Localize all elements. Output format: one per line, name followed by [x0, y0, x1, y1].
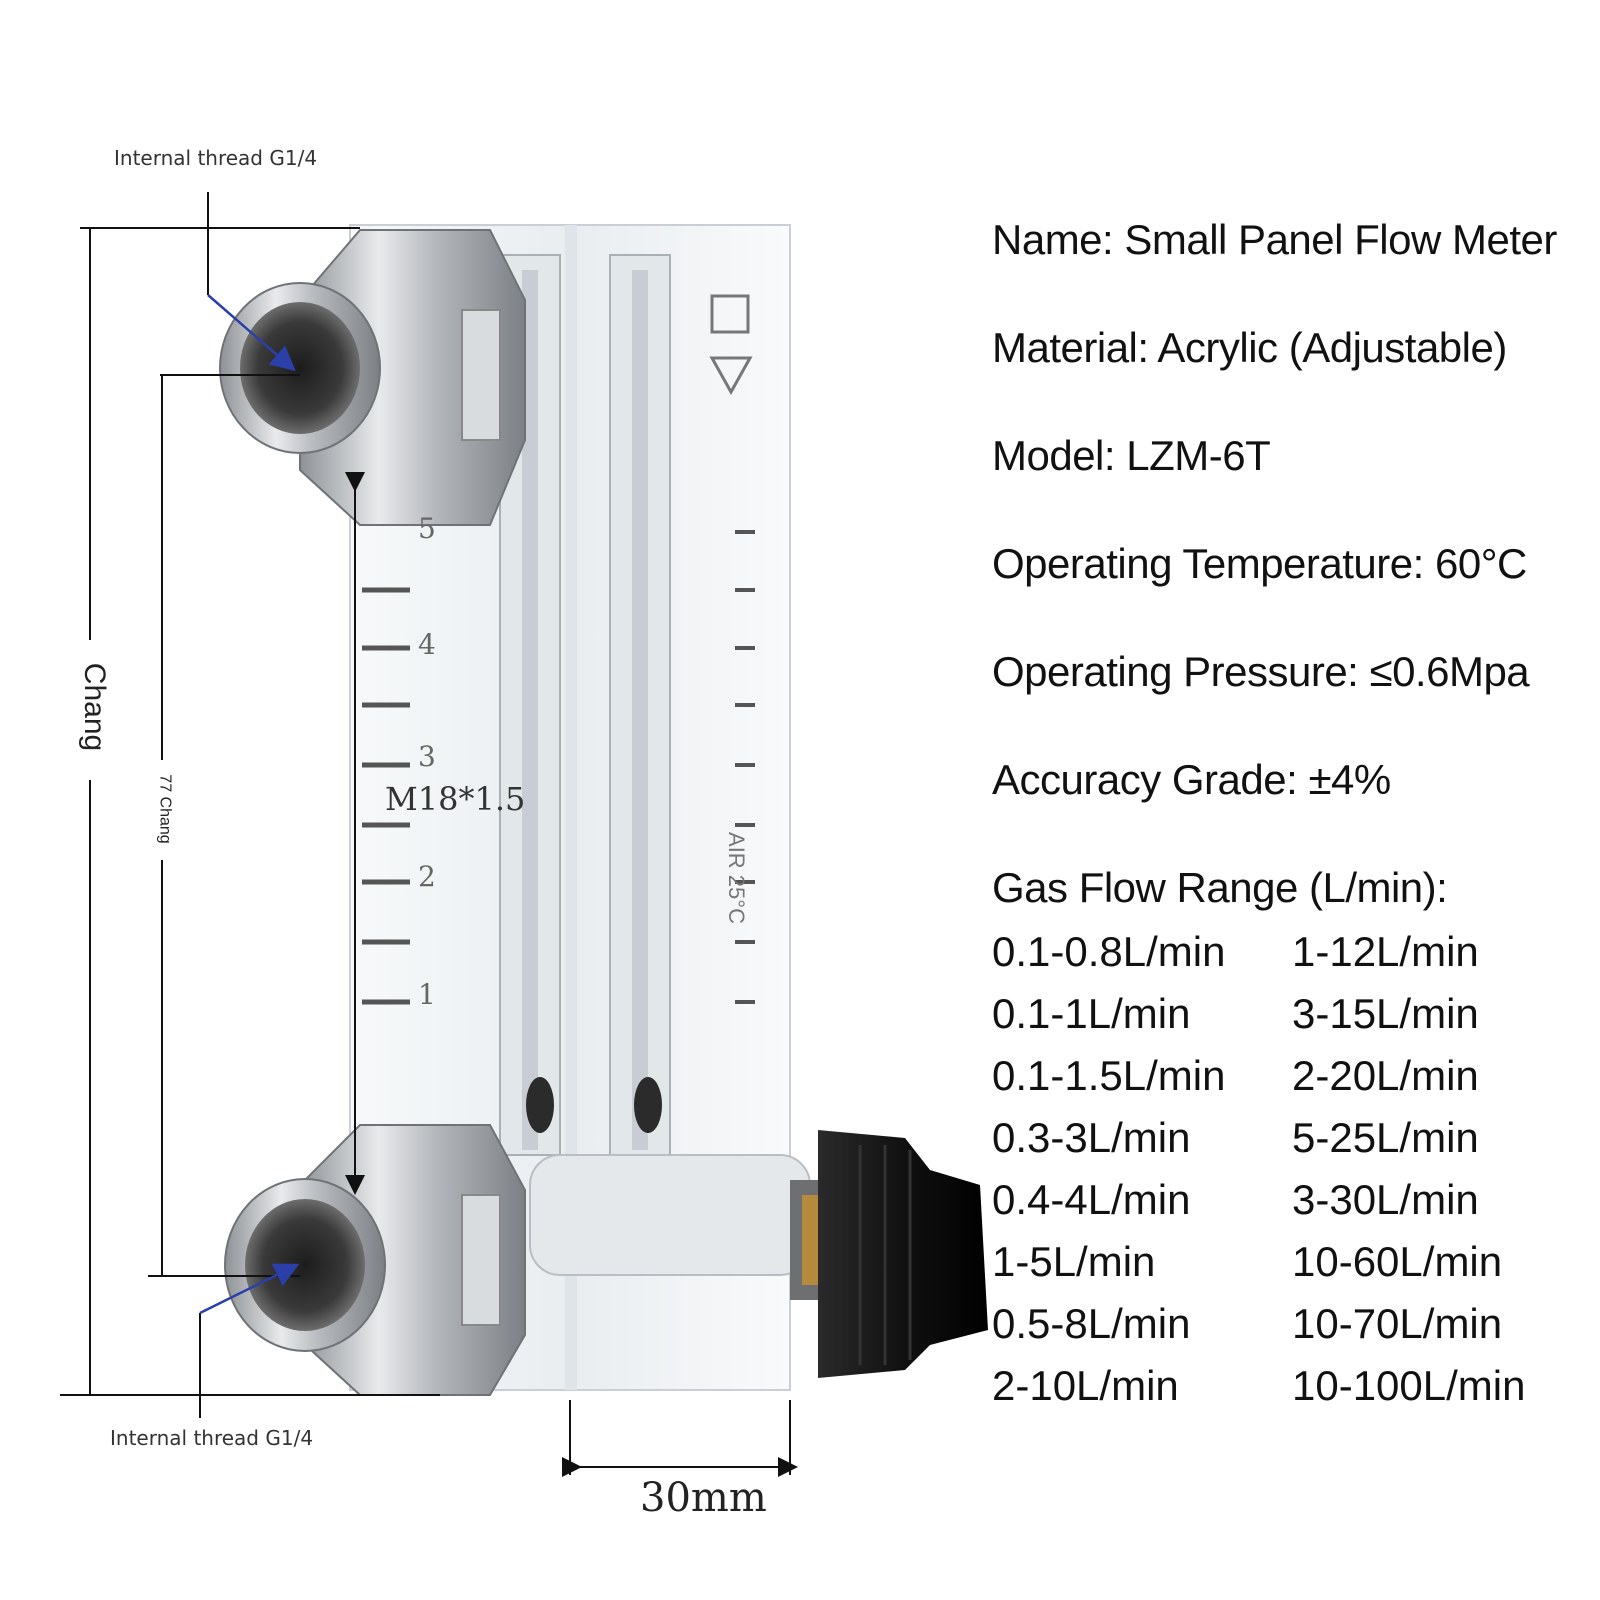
adjustment-knob: [818, 1130, 988, 1378]
overall-length-label: Chang: [78, 662, 112, 752]
flow-range-right-4: 5-25L/min: [1292, 1114, 1479, 1161]
flow-range-left-6: 1-5L/min: [992, 1238, 1156, 1285]
left-scale-4: 4: [418, 628, 436, 661]
flow-range-right-3: 2-20L/min: [1292, 1052, 1479, 1099]
flow-range-left-4: 0.3-3L/min: [992, 1114, 1191, 1161]
left-scale-3: 3: [418, 740, 436, 773]
spec-material: Material: Acrylic (Adjustable): [992, 324, 1507, 371]
bottom-port-fitting: [225, 1125, 525, 1395]
spec-name: Name: Small Panel Flow Meter: [992, 216, 1557, 263]
top-port-fitting: [220, 230, 525, 525]
spec-pressure: Operating Pressure: ≤0.6Mpa: [992, 648, 1530, 695]
flow-range-left-1: 0.1-0.8L/min: [992, 928, 1226, 975]
spec-model: Model: LZM-6T: [992, 432, 1271, 479]
bottom-thread-label: Internal thread G1/4: [110, 1426, 314, 1450]
flow-range-left-2: 0.1-1L/min: [992, 990, 1191, 1037]
flow-range-right-8: 10-100L/min: [1292, 1362, 1526, 1409]
left-scale-5: 5: [418, 512, 436, 545]
tube-marking-front: AIR 25°C: [723, 832, 749, 924]
top-thread-label: Internal thread G1/4: [114, 146, 318, 170]
left-scale-1: 1: [418, 978, 436, 1011]
spec-accuracy: Accuracy Grade: ±4%: [992, 756, 1391, 803]
left-scale-2: 2: [418, 860, 436, 893]
flow-range-right-7: 10-70L/min: [1292, 1300, 1503, 1347]
flow-range-right-6: 10-60L/min: [1292, 1238, 1503, 1285]
center-distance-label: 77 Chang: [156, 774, 174, 844]
flow-range-right-1: 1-12L/min: [1292, 928, 1479, 975]
port-thread-label: M18*1.5: [385, 780, 526, 818]
flow-range-left-7: 0.5-8L/min: [992, 1300, 1191, 1347]
spec-temperature: Operating Temperature: 60°C: [992, 540, 1527, 587]
flow-range-right-5: 3-30L/min: [1292, 1176, 1479, 1223]
flow-tube-right: [610, 255, 670, 1155]
flow-range-left-5: 0.4-4L/min: [992, 1176, 1191, 1223]
width-label: 30mm: [640, 1475, 767, 1521]
flow-range-left-8: 2-10L/min: [992, 1362, 1179, 1409]
flow-range-right-2: 3-15L/min: [1292, 990, 1479, 1037]
flow-range-left-3: 0.1-1.5L/min: [992, 1052, 1226, 1099]
flow-range-heading: Gas Flow Range (L/min):: [992, 864, 1448, 911]
